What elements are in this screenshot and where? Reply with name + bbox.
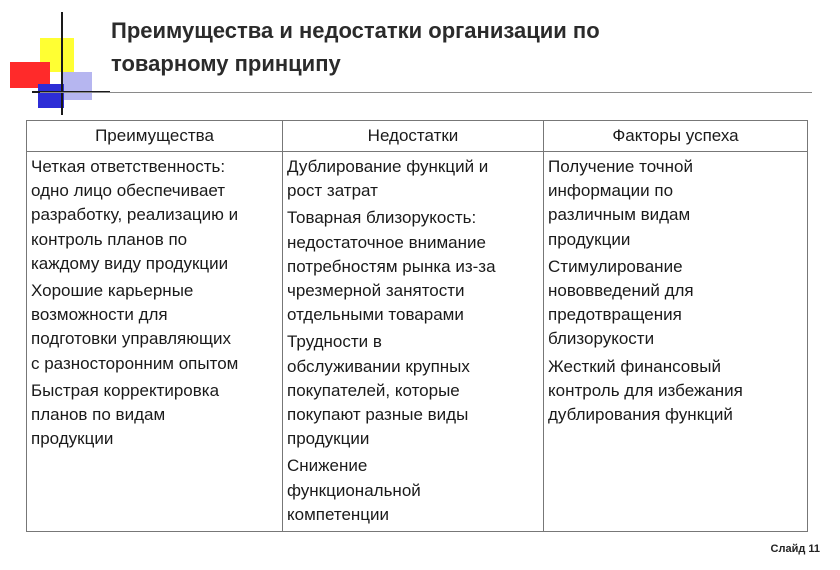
text-line: Четкая ответственность:	[31, 157, 226, 176]
advantage-item	[31, 155, 282, 276]
disadvantage-item	[287, 454, 543, 527]
text-line: каждому виду продукции	[31, 253, 229, 273]
advantage-item	[31, 279, 282, 376]
text-line: различным видам	[548, 205, 691, 225]
text-line: рост затрат	[287, 181, 378, 201]
text-line: Снижение	[287, 456, 368, 476]
text-line: планов по видам	[31, 405, 166, 425]
success-factor-item	[548, 155, 807, 252]
text-line: Товарная близорукость:	[287, 208, 477, 228]
text-line: компетенции	[287, 504, 390, 524]
text-line: информации по	[548, 181, 674, 201]
text-line: контроль планов по	[31, 229, 188, 249]
disadvantage-item	[287, 155, 543, 203]
table-row	[27, 152, 808, 532]
text-line: функциональной	[287, 480, 421, 500]
text-line: потребностям рынка из-за	[287, 256, 496, 276]
advantage-item	[31, 379, 282, 452]
text-line: Хорошие карьерные	[31, 281, 194, 301]
text-line: близорукости	[548, 329, 655, 349]
header-success-factors: Факторы успеха	[544, 121, 808, 152]
text-line: отдельными товарами	[287, 305, 464, 325]
text-line: недостаточное внимание	[287, 232, 486, 252]
disadvantages-cell	[283, 152, 544, 532]
text-line: разработку, реализацию и	[31, 205, 239, 225]
header-advantages: Преимущества	[27, 121, 283, 152]
text-line: обслуживании крупных	[287, 356, 470, 376]
text-line: покупателей, которые	[287, 380, 460, 400]
text-line: контроль для избежания	[548, 380, 743, 400]
slide-number: Слайд 11	[770, 543, 820, 555]
table-header-row	[27, 121, 808, 152]
text-line: продукции	[287, 429, 370, 449]
text-line: с разносторонним опытом	[31, 353, 239, 373]
success-factor-item	[548, 355, 807, 428]
success-factors-cell	[544, 152, 808, 532]
text-line: Жесткий финансовый	[548, 356, 721, 376]
text-line: нововведений для	[548, 281, 694, 301]
text-line: покупают разные виды	[287, 405, 469, 425]
blue-square	[38, 84, 64, 108]
success-factor-item	[548, 255, 807, 352]
text-line: одно лицо обеспечивает	[31, 181, 226, 201]
slide-title	[111, 14, 811, 80]
title-divider	[40, 92, 812, 93]
text-line: Дублирование функций и	[287, 157, 489, 176]
header-disadvantages: Недостатки	[283, 121, 544, 152]
text-line: продукции	[548, 229, 631, 249]
disadvantage-item	[287, 206, 543, 327]
advantages-cell	[27, 152, 283, 532]
slide-title-line-1: Преимущества и недостатки организации по	[111, 18, 600, 43]
text-line: чрезмерной занятости	[287, 281, 465, 301]
text-line: Быстрая корректировка	[31, 380, 220, 400]
text-line: возможности для	[31, 305, 168, 325]
text-line: продукции	[31, 429, 114, 449]
text-line: подготовки управляющих	[31, 329, 231, 349]
decorative-squares-logo	[0, 0, 110, 120]
text-line: Трудности в	[287, 332, 382, 352]
lavender-square	[62, 72, 92, 100]
disadvantage-item	[287, 330, 543, 451]
slide-title-line-2: товарному принципу	[111, 51, 341, 76]
text-line: Получение точной	[548, 157, 693, 176]
text-line: Стимулирование	[548, 256, 683, 276]
comparison-table	[26, 120, 808, 532]
text-line: дублирования функций	[548, 405, 733, 425]
text-line: предотвращения	[548, 305, 682, 325]
